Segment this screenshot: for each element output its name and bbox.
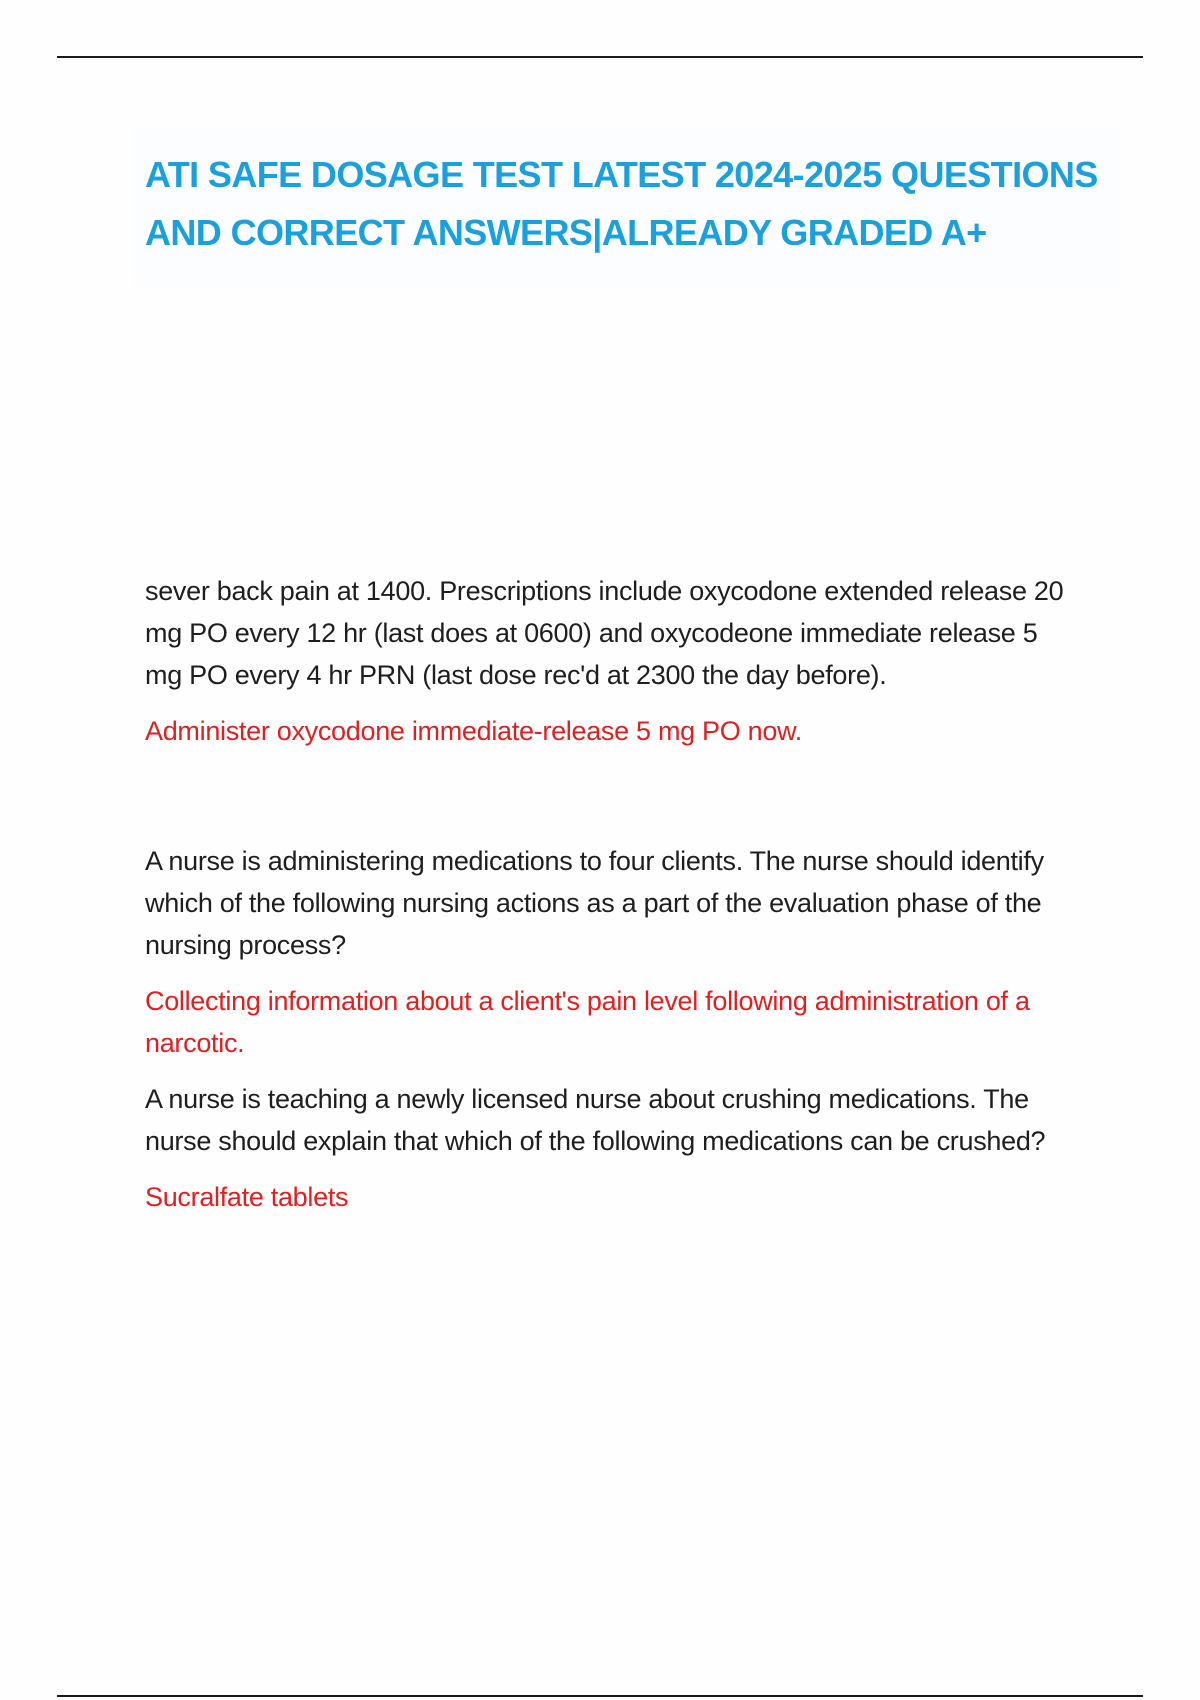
qa-item bbox=[145, 1078, 1075, 1218]
question-text: A nurse is administering medications to four clients. The nurse should identify which of the following nursing actions as a part of the evaluation phase of the nursing process? bbox=[145, 846, 1044, 960]
question-text: A nurse is teaching a newly licensed nurse about crushing medications. The nurse should explain that which of the following medications can be crushed? bbox=[145, 1084, 1046, 1156]
answer-text: Collecting information about a client's pain level following administration of a narcotic. bbox=[145, 986, 1030, 1058]
header-rule bbox=[57, 56, 1143, 58]
qa-item bbox=[145, 570, 1075, 752]
qa-item bbox=[145, 840, 1075, 1064]
footer-rule bbox=[57, 1695, 1143, 1697]
qa-list bbox=[145, 570, 1075, 1218]
question-text: sever back pain at 1400. Prescriptions include oxycodone extended release 20 mg PO every 12 hr (last does at 0600) and oxycodeone immediate release 5 mg PO every 4 hr PRN (last dose rec'd at 2300 the day before). bbox=[145, 576, 1064, 690]
title-block bbox=[133, 126, 1119, 286]
answer-text: Sucralfate tablets bbox=[145, 1182, 349, 1212]
document-title: ATI SAFE DOSAGE TEST LATEST 2024-2025 QUESTIONS AND CORRECT ANSWERS|ALREADY GRADED A+ bbox=[145, 154, 1098, 253]
answer-text: Administer oxycodone immediate-release 5 mg PO now. bbox=[145, 716, 803, 746]
